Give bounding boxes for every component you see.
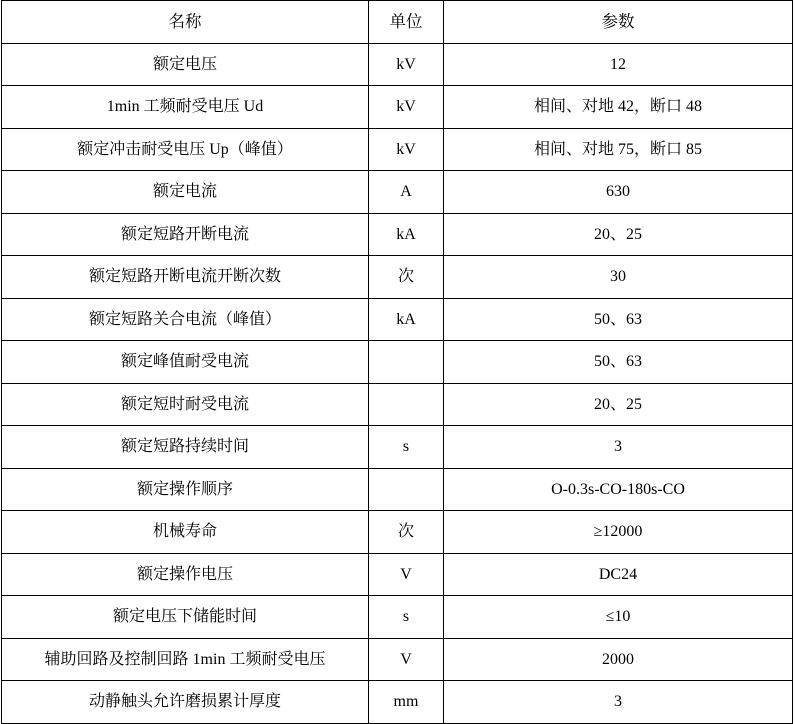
cell-name: 额定操作顺序 (2, 468, 369, 511)
table-row (2, 128, 793, 171)
cell-param: 12 (444, 43, 793, 86)
cell-unit (369, 468, 444, 511)
cell-unit: A (369, 171, 444, 214)
cell-name: 额定短路关合电流（峰值） (2, 298, 369, 341)
cell-name: 额定冲击耐受电压 Up（峰值） (2, 128, 369, 171)
cell-param: 630 (444, 171, 793, 214)
table-row (2, 341, 793, 384)
cell-unit: 次 (369, 256, 444, 299)
cell-name: 额定峰值耐受电流 (2, 341, 369, 384)
cell-param: ≥12000 (444, 511, 793, 554)
table-row (2, 553, 793, 596)
column-header-name (2, 1, 369, 44)
cell-param: 相间、对地 42，断口 48 (444, 86, 793, 129)
table-row (2, 426, 793, 469)
table-row (2, 256, 793, 299)
table-row (2, 511, 793, 554)
specification-table (1, 0, 793, 724)
cell-name: 额定短路持续时间 (2, 426, 369, 469)
table-body (2, 1, 793, 724)
cell-unit: kA (369, 298, 444, 341)
cell-unit: kV (369, 86, 444, 129)
cell-param: 相间、对地 75，断口 85 (444, 128, 793, 171)
cell-param: 20、25 (444, 383, 793, 426)
cell-unit: kV (369, 43, 444, 86)
cell-unit (369, 383, 444, 426)
cell-name: 额定电压下储能时间 (2, 596, 369, 639)
cell-param: 2000 (444, 638, 793, 681)
cell-name: 额定操作电压 (2, 553, 369, 596)
header-unit-text: 单位 (389, 11, 423, 31)
cell-name: 额定电流 (2, 171, 369, 214)
cell-unit: kA (369, 213, 444, 256)
table-header-row (2, 1, 793, 44)
cell-name: 动静触头允许磨损累计厚度 (2, 681, 369, 724)
cell-param: 50、63 (444, 341, 793, 384)
table-row (2, 383, 793, 426)
table-row (2, 681, 793, 724)
cell-unit: V (369, 638, 444, 681)
table-row (2, 596, 793, 639)
cell-param: ≤10 (444, 596, 793, 639)
cell-param: 3 (444, 681, 793, 724)
cell-unit: V (369, 553, 444, 596)
cell-unit: mm (369, 681, 444, 724)
cell-param: DC24 (444, 553, 793, 596)
cell-name: 机械寿命 (2, 511, 369, 554)
cell-name: 额定短时耐受电流 (2, 383, 369, 426)
table-row (2, 638, 793, 681)
cell-name: 额定短路开断电流开断次数 (2, 256, 369, 299)
cell-param: 50、63 (444, 298, 793, 341)
cell-unit: kV (369, 128, 444, 171)
table-row (2, 213, 793, 256)
table-row (2, 43, 793, 86)
cell-name: 1min 工频耐受电压 Ud (2, 86, 369, 129)
table-row (2, 468, 793, 511)
cell-param: 3 (444, 426, 793, 469)
cell-unit: s (369, 596, 444, 639)
table-row (2, 86, 793, 129)
cell-param: 20、25 (444, 213, 793, 256)
cell-param: O-0.3s-CO-180s-CO (444, 468, 793, 511)
cell-unit: s (369, 426, 444, 469)
cell-unit (369, 341, 444, 384)
cell-name: 额定电压 (2, 43, 369, 86)
table-row (2, 171, 793, 214)
cell-name: 辅助回路及控制回路 1min 工频耐受电压 (2, 638, 369, 681)
table-row (2, 298, 793, 341)
column-header-unit (369, 1, 444, 44)
cell-param: 30 (444, 256, 793, 299)
header-name-text: 名称 (168, 11, 202, 31)
cell-unit: 次 (369, 511, 444, 554)
column-header-param (444, 1, 793, 44)
header-param-text: 参数 (601, 11, 635, 31)
cell-name: 额定短路开断电流 (2, 213, 369, 256)
